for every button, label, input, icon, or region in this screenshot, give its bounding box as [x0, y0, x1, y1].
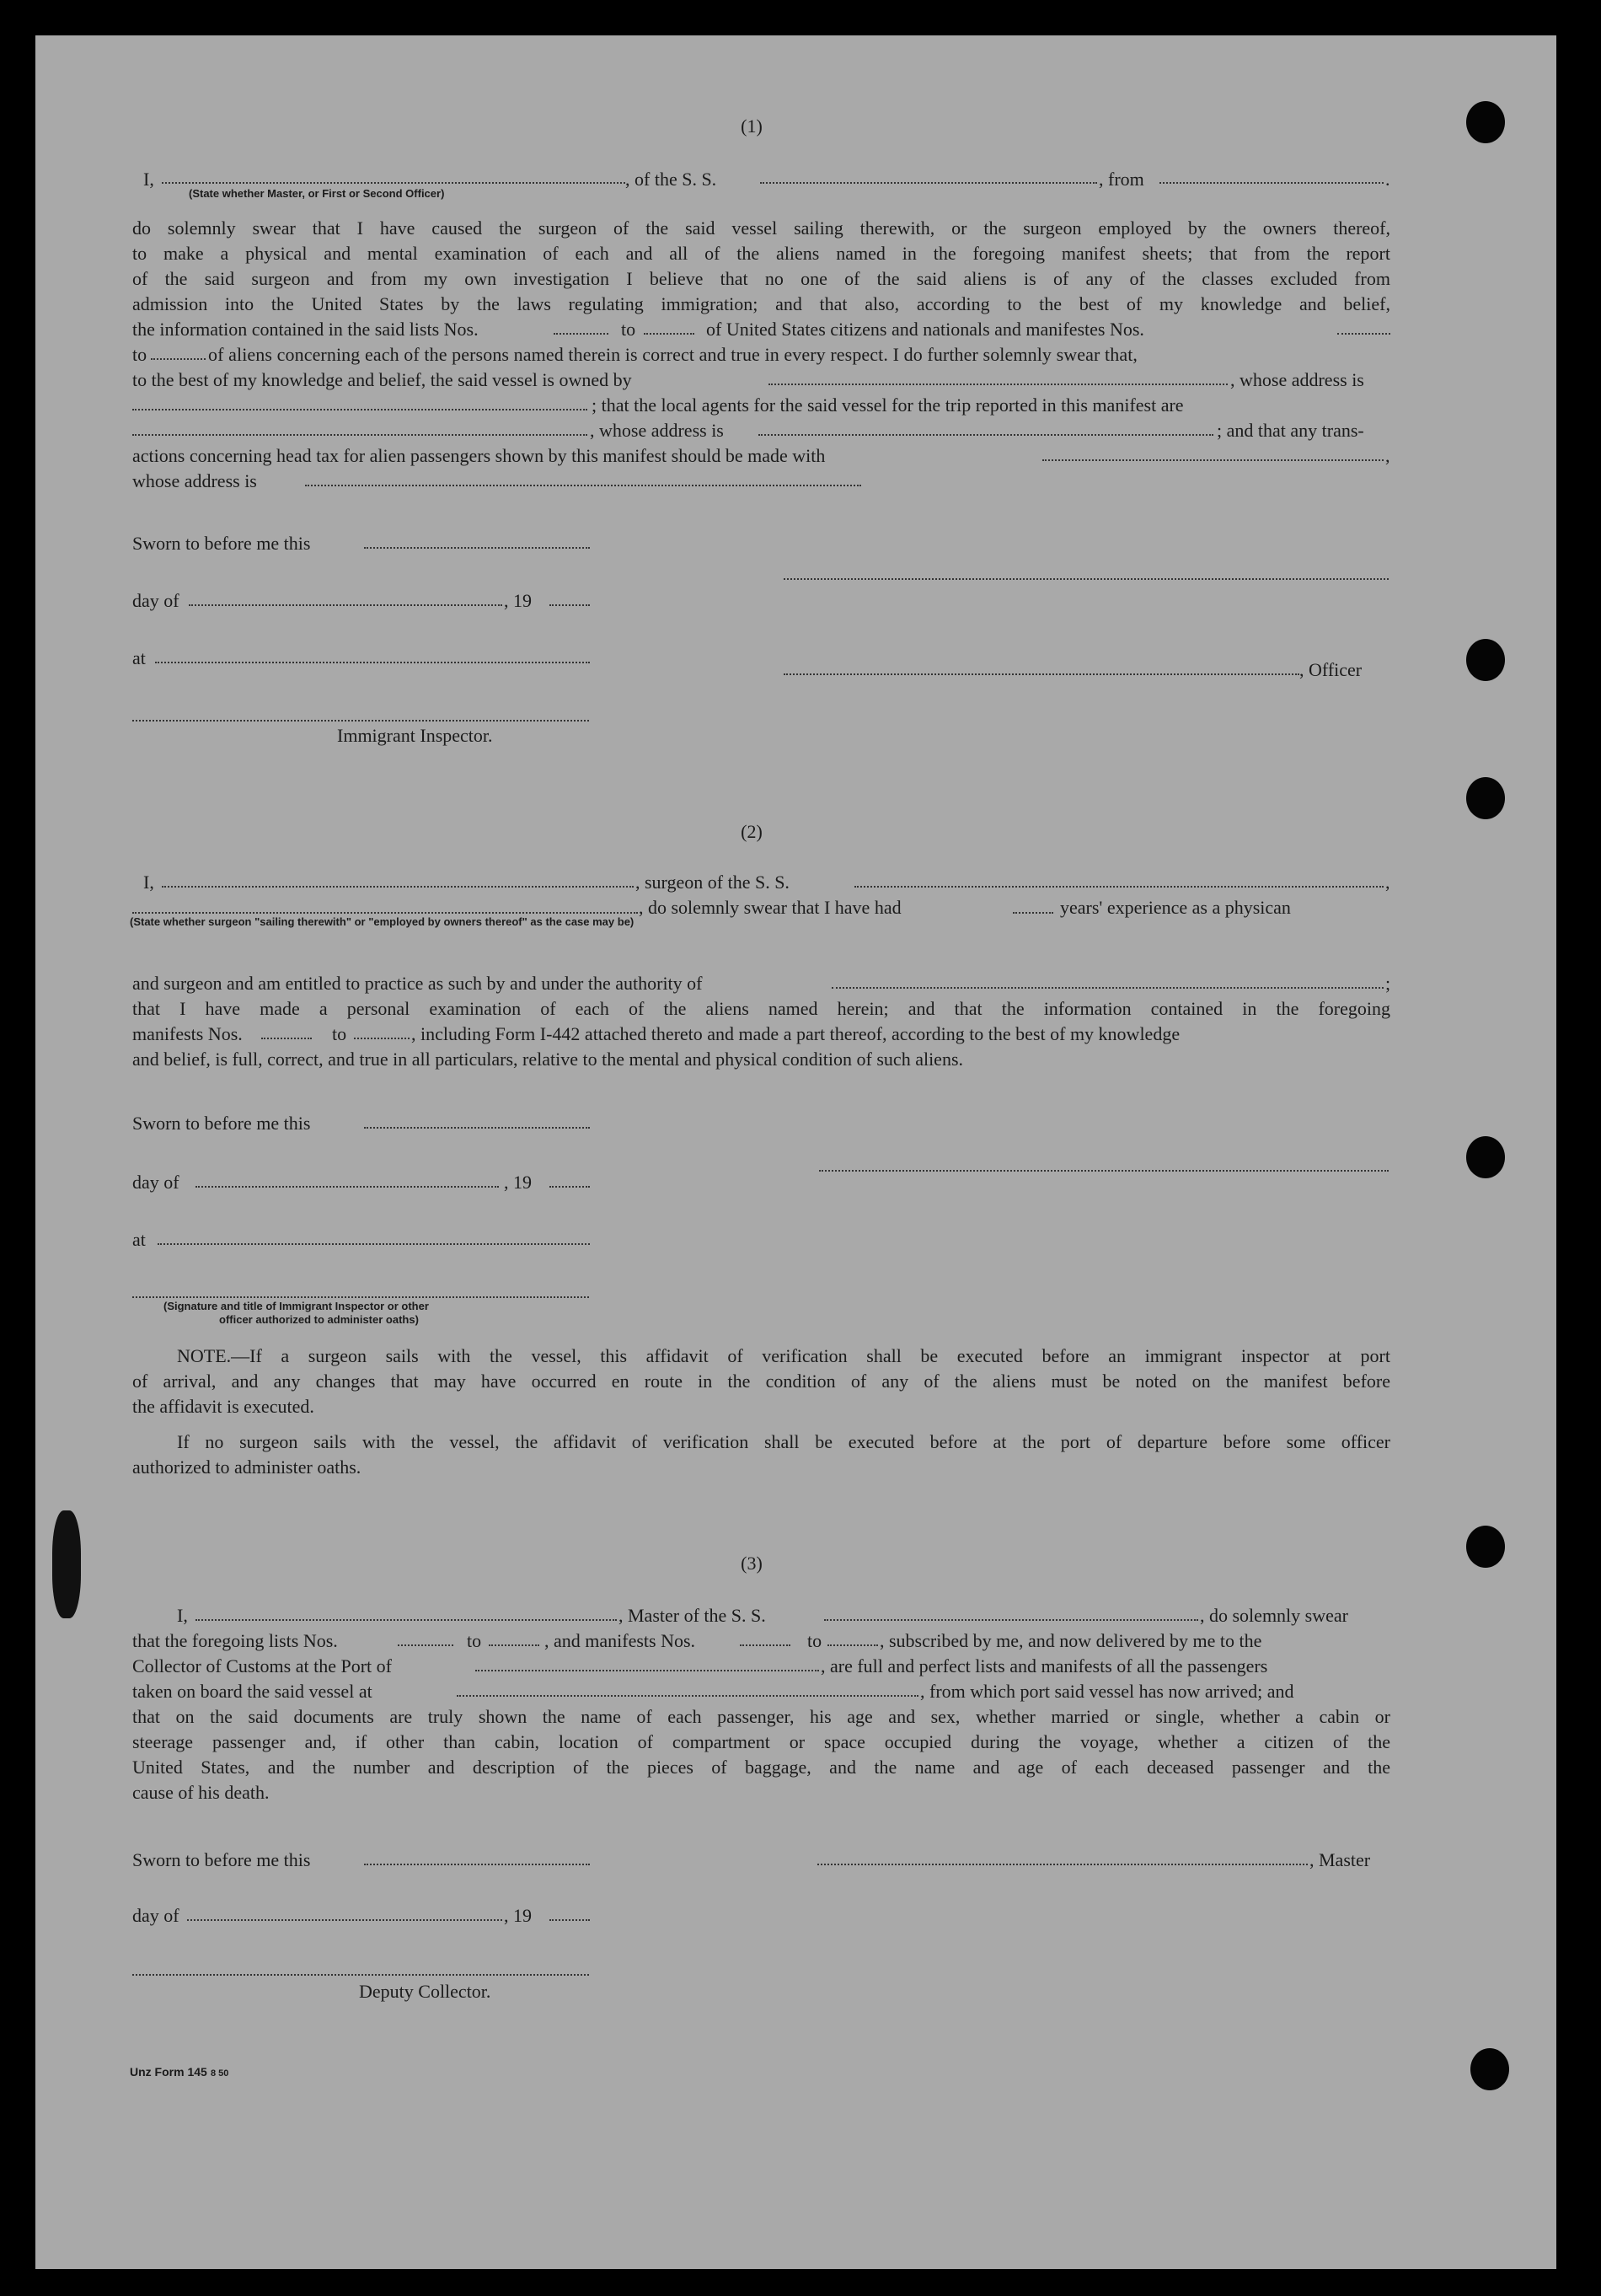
s1-line-8: ; that the local agents for the said vessel for the trip reported in this manifest are: [592, 394, 1184, 416]
s1-line-5a: the information contained in the said lists Nos.: [132, 319, 479, 340]
s3-line-3a: Collector of Customs at the Port of: [132, 1655, 392, 1676]
s2-note-line-1: NOTE.—If a surgeon sails with the vessel, this affidavit of verification shall be executed before an immigrant inspector at port: [177, 1345, 1390, 1366]
s2-inspector-sign-blank: [132, 1296, 589, 1298]
s1-manifests-from-blank: [1337, 333, 1390, 335]
s2-lead-surgeon: , surgeon of the S. S.: [635, 872, 790, 893]
s3-name-blank: [195, 1619, 617, 1621]
s3-day-of: day of: [132, 1905, 179, 1926]
s2-sig-note-2: officer authorized to administer oaths): [219, 1313, 419, 1326]
s3-lists-from-blank: [398, 1644, 453, 1646]
s3-line-last: cause of his death.: [132, 1782, 270, 1803]
s3-line-2a: that the foregoing lists Nos.: [132, 1630, 338, 1651]
s1-line-10b: ,: [1385, 445, 1390, 466]
s2-line-3b: ;: [1385, 973, 1391, 994]
s1-lead-from: , from: [1099, 169, 1144, 190]
s3-line-7: United States, and the number and description of the pieces of baggage, and the name and age of each deceased passenger and the: [132, 1757, 1390, 1778]
s2-note2-line-2: authorized to administer oaths.: [132, 1456, 361, 1478]
section-3-number: (3): [741, 1553, 763, 1574]
s1-line-10a: actions concerning head tax for alien passengers shown by this manifest should be made with: [132, 445, 826, 466]
s2-years-blank: [1013, 912, 1053, 914]
s1-year: , 19: [504, 590, 532, 611]
s1-line-7b: , whose address is: [1230, 369, 1364, 390]
section-1-number: (1): [741, 115, 763, 137]
s2-sworn-blank: [364, 1127, 590, 1129]
s2-line-2a: , do solemnly swear that I have had: [639, 897, 902, 918]
s3-line-2e: , subscribed by me, and now delivered by me to the: [880, 1630, 1262, 1651]
s2-at-blank: [158, 1243, 590, 1245]
s1-from-blank: [1159, 182, 1384, 184]
s3-line-5: that on the said documents are truly shown the name of each passenger, his age and sex, whether married or single, whether a cabin or: [132, 1706, 1390, 1727]
s2-lead-i: I,: [143, 872, 154, 893]
s3-lists-to-blank: [489, 1644, 539, 1646]
s3-signer: Deputy Collector.: [359, 1981, 491, 2002]
s1-day-blank: [189, 604, 502, 606]
s1-line-1: do solemnly swear that I have caused the surgeon of the said vessel sailing therewith, or the surgeon employed by the owners thereof,: [132, 217, 1390, 239]
s2-day-of: day of: [132, 1172, 179, 1193]
s2-signature-line: [819, 1170, 1389, 1172]
s1-day-of: day of: [132, 590, 179, 611]
s1-year-blank: [549, 604, 590, 606]
s1-line-4: admission into the United States by the laws regulating immigration; and that also, according to the best of my knowledge and belief,: [132, 293, 1390, 314]
s1-agents-address-blank: [758, 434, 1213, 436]
s3-year: , 19: [504, 1905, 532, 1926]
s1-at-blank: [155, 662, 590, 663]
s2-note-line-3: the affidavit is executed.: [132, 1396, 314, 1417]
s1-lead-of-ss: , of the S. S.: [625, 169, 717, 190]
s2-day-blank: [195, 1186, 499, 1188]
s1-at: at: [132, 647, 146, 668]
s3-collector-sign-blank: [132, 1974, 589, 1976]
s1-officer-blank: [162, 182, 625, 184]
s1-line-3: of the said surgeon and from my own investigation I believe that no one of the said aliens is of any of the classes excluded from: [132, 268, 1390, 289]
ink-blot: [52, 1510, 81, 1618]
s3-line-2d: to: [807, 1630, 822, 1651]
s2-sig-note-1: (Signature and title of Immigrant Inspector or other: [163, 1300, 429, 1312]
s2-note-line-2: of arrival, and any changes that may have occurred en route in the condition of any of the aliens must be noted on the manifest before: [132, 1371, 1390, 1392]
form-date: 8 50: [211, 2068, 229, 2079]
binder-hole: [1466, 639, 1505, 681]
s2-year: , 19: [504, 1172, 532, 1193]
s3-vessel-blank: [824, 1619, 1198, 1621]
s2-vessel-blank: [854, 886, 1384, 888]
s2-at: at: [132, 1229, 146, 1250]
s2-line-5a: manifests Nos.: [132, 1023, 243, 1044]
s2-surgeon-blank: [162, 886, 634, 888]
s1-officer-note: (State whether Master, or First or Second Officer): [189, 187, 445, 200]
s3-day-blank: [187, 1919, 502, 1921]
s3-boarding-port-blank: [457, 1695, 918, 1697]
binder-hole: [1466, 1136, 1505, 1178]
s2-line-6: and belief, is full, correct, and true in all particulars, relative to the mental and physical condition of such aliens.: [132, 1049, 964, 1070]
s1-agents-blank: [132, 434, 587, 436]
s1-line-6b: of aliens concerning each of the persons named therein is correct and true in every respect. I do further solemnly swear that,: [208, 344, 1138, 365]
binder-hole: [1466, 777, 1505, 819]
s2-employment-blank: [132, 912, 638, 914]
s3-line-3b: , are full and perfect lists and manifests of all the passengers: [821, 1655, 1268, 1676]
s1-manifests-to-blank: [151, 358, 206, 360]
binder-hole: [1466, 101, 1505, 143]
s3-sworn-blank: [364, 1864, 590, 1865]
s2-manifests-to-blank: [354, 1038, 410, 1039]
s2-authority-blank: [832, 987, 1384, 989]
s1-line-9b: ; and that any trans-: [1217, 420, 1364, 441]
s3-lead-end: , do solemnly swear: [1200, 1605, 1348, 1626]
s3-manifests-from-blank: [740, 1644, 790, 1646]
s3-manifests-to-blank: [827, 1644, 878, 1646]
s3-year-blank: [549, 1919, 590, 1921]
s1-officer-sign-blank: [784, 673, 1299, 675]
s1-line-5b: to: [621, 319, 636, 340]
s1-line-7a: to the best of my knowledge and belief, the said vessel is owned by: [132, 369, 632, 390]
s2-surgeon-note: (State whether surgeon "sailing therewith" or "employed by owners thereof" as the case may be): [130, 915, 635, 928]
s1-lists-from-blank: [554, 333, 608, 335]
s1-line-11: whose address is: [132, 470, 257, 491]
s1-signer: Immigrant Inspector.: [337, 725, 493, 746]
s2-line-3a: and surgeon and am entitled to practice as such by and under the authority of: [132, 973, 703, 994]
s1-lead-end: .: [1385, 169, 1390, 190]
s1-lead-i: I,: [143, 169, 154, 190]
s1-signature-line: [784, 578, 1389, 580]
binder-hole: [1470, 2048, 1509, 2090]
s2-line-5b: to: [332, 1023, 347, 1044]
s2-line-5c: , including Form I-442 attached thereto and made a part thereof, according to the best of my knowledge: [411, 1023, 1181, 1044]
s2-lead-end: ,: [1385, 872, 1390, 893]
s3-line-4b: , from which port said vessel has now arrived; and: [920, 1681, 1294, 1702]
s1-sworn-blank: [364, 547, 590, 549]
s1-sworn: Sworn to before me this: [132, 533, 311, 554]
s1-officer: , Officer: [1299, 659, 1363, 680]
s1-line-2: to make a physical and mental examination of each and all of the aliens named in the foregoing manifest sheets; that from the report: [132, 243, 1390, 264]
s3-sworn: Sworn to before me this: [132, 1849, 311, 1870]
s3-master: , Master: [1309, 1849, 1371, 1870]
s1-owner-address-blank: [132, 409, 587, 410]
s1-line-9a: , whose address is: [590, 420, 724, 441]
s3-master-sign-blank: [817, 1864, 1308, 1865]
s2-note2-line-1: If no surgeon sails with the vessel, the affidavit of verification shall be executed before at the port of departure before some officer: [177, 1431, 1390, 1452]
s2-manifests-from-blank: [261, 1038, 312, 1039]
s3-port-blank: [475, 1670, 819, 1671]
s2-year-blank: [549, 1186, 590, 1188]
s2-line-4: that I have made a personal examination of each of the aliens named herein; and that the information contained in the foregoing: [132, 998, 1390, 1019]
s1-inspector-sign-blank: [132, 720, 589, 722]
s2-line-2b: years' experience as a physican: [1060, 897, 1291, 918]
s1-vessel-blank: [760, 182, 1097, 184]
s2-sworn: Sworn to before me this: [132, 1113, 311, 1134]
binder-hole: [1466, 1526, 1505, 1568]
s1-owner-blank: [768, 384, 1228, 385]
s1-line-6a: to: [132, 344, 147, 365]
s1-headtax-address-blank: [305, 485, 861, 486]
s3-lead-master: , Master of the S. S.: [618, 1605, 766, 1626]
s3-line-2b: to: [467, 1630, 482, 1651]
s1-line-5c: of United States citizens and nationals and manifestes Nos.: [706, 319, 1144, 340]
s3-line-4a: taken on board the said vessel at: [132, 1681, 372, 1702]
form-id: Unz Form 145: [130, 2065, 207, 2079]
form-page: [35, 35, 1556, 2269]
section-2-number: (2): [741, 821, 763, 842]
s1-lists-to-blank: [644, 333, 694, 335]
s1-headtax-blank: [1042, 459, 1384, 461]
s3-line-2c: , and manifests Nos.: [544, 1630, 696, 1651]
s3-line-6: steerage passenger and, if other than cabin, location of compartment or space occupied during the voyage, whether a citizen of the: [132, 1731, 1390, 1752]
s3-lead-i: I,: [177, 1605, 188, 1626]
